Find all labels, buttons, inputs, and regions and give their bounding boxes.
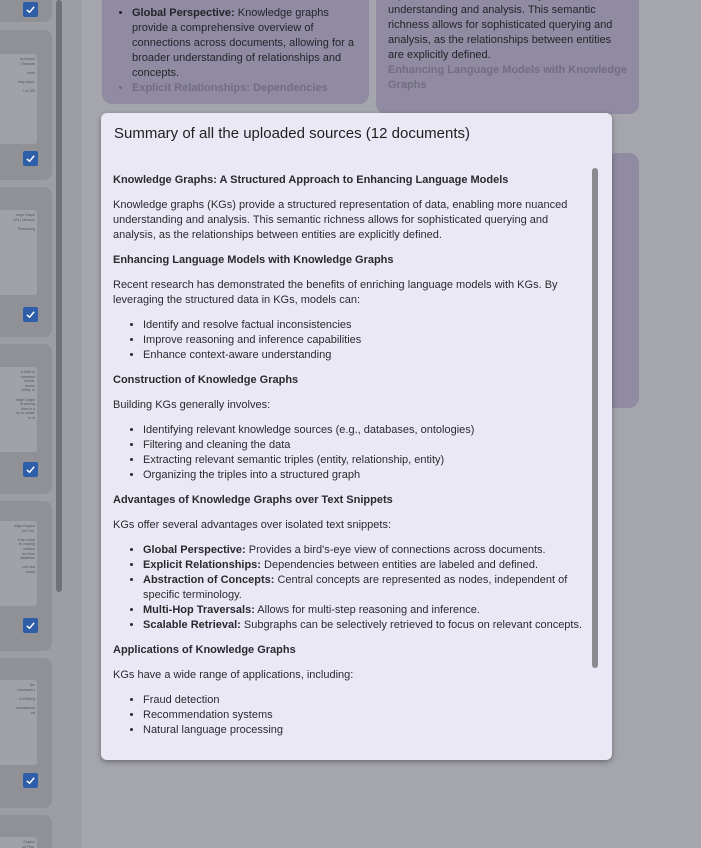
source-thumbnail-text: edge Graphs nd Tree, d as a vital ts, making onships ies from database uch fast exical [14,524,35,574]
check-icon [25,464,36,475]
summary-dialog [101,113,612,760]
section-paragraph: KGs have a wide range of applications, including: [113,669,354,681]
source-thumbnail-text: d) Neural ) Towards work ning steps. l of 100 [17,57,35,94]
note-list-item [132,81,357,96]
note-card[interactable] [376,0,639,114]
list-item: • Identify and resolve factual inconsistencies [143,318,593,333]
check-icon [25,775,36,786]
section-heading: Advantages of Knowledge Graphs over Text Snippets [113,494,393,506]
section-paragraph: Recent research has demonstrated the benefits of enriching language models with KGs. By leveraging the structured data in KGs, models can: [113,279,558,306]
source-thumbnail [0,680,37,765]
list-item: • Extracting relevant semantic triples (entity, relationship, entity) [143,453,593,468]
list-item: • Filtering and cleaning the data [143,438,593,453]
source-thumbnail-text: Graphs nd Tree, [21,840,35,848]
source-card[interactable] [0,658,52,808]
sources-scrollbar[interactable] [56,0,62,592]
source-thumbnail [0,837,37,848]
summary-content [113,173,593,748]
source-card[interactable] [0,187,52,337]
source-card[interactable] [0,501,52,651]
source-thumbnail-text: the interfaces | d of Neo4j nversational ed [15,683,35,715]
source-checkbox[interactable] [23,307,38,322]
list-item [143,618,593,633]
list-item-text: Central concepts are represented as nodes, independent of specific terminology. [143,574,568,601]
list-item-bold: Multi-Hop Traversals: [143,604,255,616]
list-item: • Fraud detection [143,693,593,708]
list-item: • Identifying relevant knowledge sources (e.g., databases, ontologies) [143,423,593,438]
source-checkbox[interactable] [23,773,38,788]
note-item-text: Explicit Relationships: Dependencies [132,82,328,94]
list-item: • Recommendation systems [143,708,593,723]
check-icon [25,4,36,15]
list-item: • Natural language processing [143,723,593,738]
list-item-text: Subgraphs can be selectively retrieved to focus on relevant concepts. [240,619,583,631]
check-icon [25,620,36,631]
list-item-bold: Abstraction of Concepts: [143,574,275,586]
section-list [113,543,593,633]
source-thumbnail [0,367,37,452]
section-heading: Enhancing Language Models with Knowledge Graphs [113,254,394,266]
section-paragraph: Building KGs generally involves: [113,399,271,411]
section-heading: Knowledge Graphs: A Structured Approach to Enhancing Language Models [113,174,509,186]
note-item-bold: Global Perspective: [132,7,235,19]
list-item [143,573,593,603]
list-item [143,603,593,618]
source-thumbnail [0,54,37,144]
list-item-bold: Explicit Relationships: [143,559,261,571]
source-thumbnail [0,210,37,295]
note-item-text: Knowledge graphs provide a comprehensive overview of connections across documents, allowing for a broader understanding of relationships and concepts. [132,7,354,79]
source-card[interactable] [0,344,52,494]
source-checkbox[interactable] [23,2,38,17]
list-item [143,543,593,558]
note-faded-heading: Enhancing Language Models with Knowledge Graphs [388,64,627,91]
list-item: • Improve reasoning and inference capabilities [143,333,593,348]
check-icon [25,153,36,164]
source-checkbox[interactable] [23,151,38,166]
source-card[interactable] [0,815,52,848]
source-card[interactable] [0,0,52,22]
section-paragraph: KGs offer several advantages over isolated text snippets: [113,519,392,531]
section-heading: Applications of Knowledge Graphs [113,644,296,656]
note-card[interactable] [102,0,369,104]
note-list-item [132,6,357,81]
source-thumbnail-text: edge Graph 024 | Medium Reasoning [13,213,35,231]
source-thumbnail [0,521,37,606]
source-thumbnail-text: e field of epresent format, recent ctivity. In edge Graph nt among fiers in a sk to create re of [16,370,35,420]
list-item-bold: Scalable Retrieval: [143,619,241,631]
list-item-text: Allows for multi-step reasoning and inference. [254,604,480,616]
section-paragraph: Knowledge graphs (KGs) provide a structured representation of data, enabling more nuanced understanding and analysis. This semantic richness allows for sophisticated querying and analysis, as the relationships between entities are explicitly defined. [113,199,568,241]
list-item: • Organizing the triples into a structured graph [143,468,593,483]
list-item-text: Dependencies between entities are labeled and defined. [260,559,539,571]
list-item [143,558,593,573]
section-list [113,693,593,738]
list-item: • Enhance context-aware understanding [143,348,593,363]
note-text: understanding and analysis. This semantic richness allows for sophisticated querying and analysis, as the relationships between entities are explicitly defined. [388,4,613,61]
list-item-bold: Global Perspective: [143,544,246,556]
section-heading: Construction of Knowledge Graphs [113,374,299,386]
source-checkbox[interactable] [23,462,38,477]
check-icon [25,309,36,320]
source-card[interactable] [0,30,52,180]
source-checkbox[interactable] [23,618,38,633]
list-item-text: Provides a bird's-eye view of connections across documents. [245,544,546,556]
dialog-title: Summary of all the uploaded sources (12 documents) [114,125,471,142]
section-list [113,423,593,483]
section-list [113,318,593,363]
